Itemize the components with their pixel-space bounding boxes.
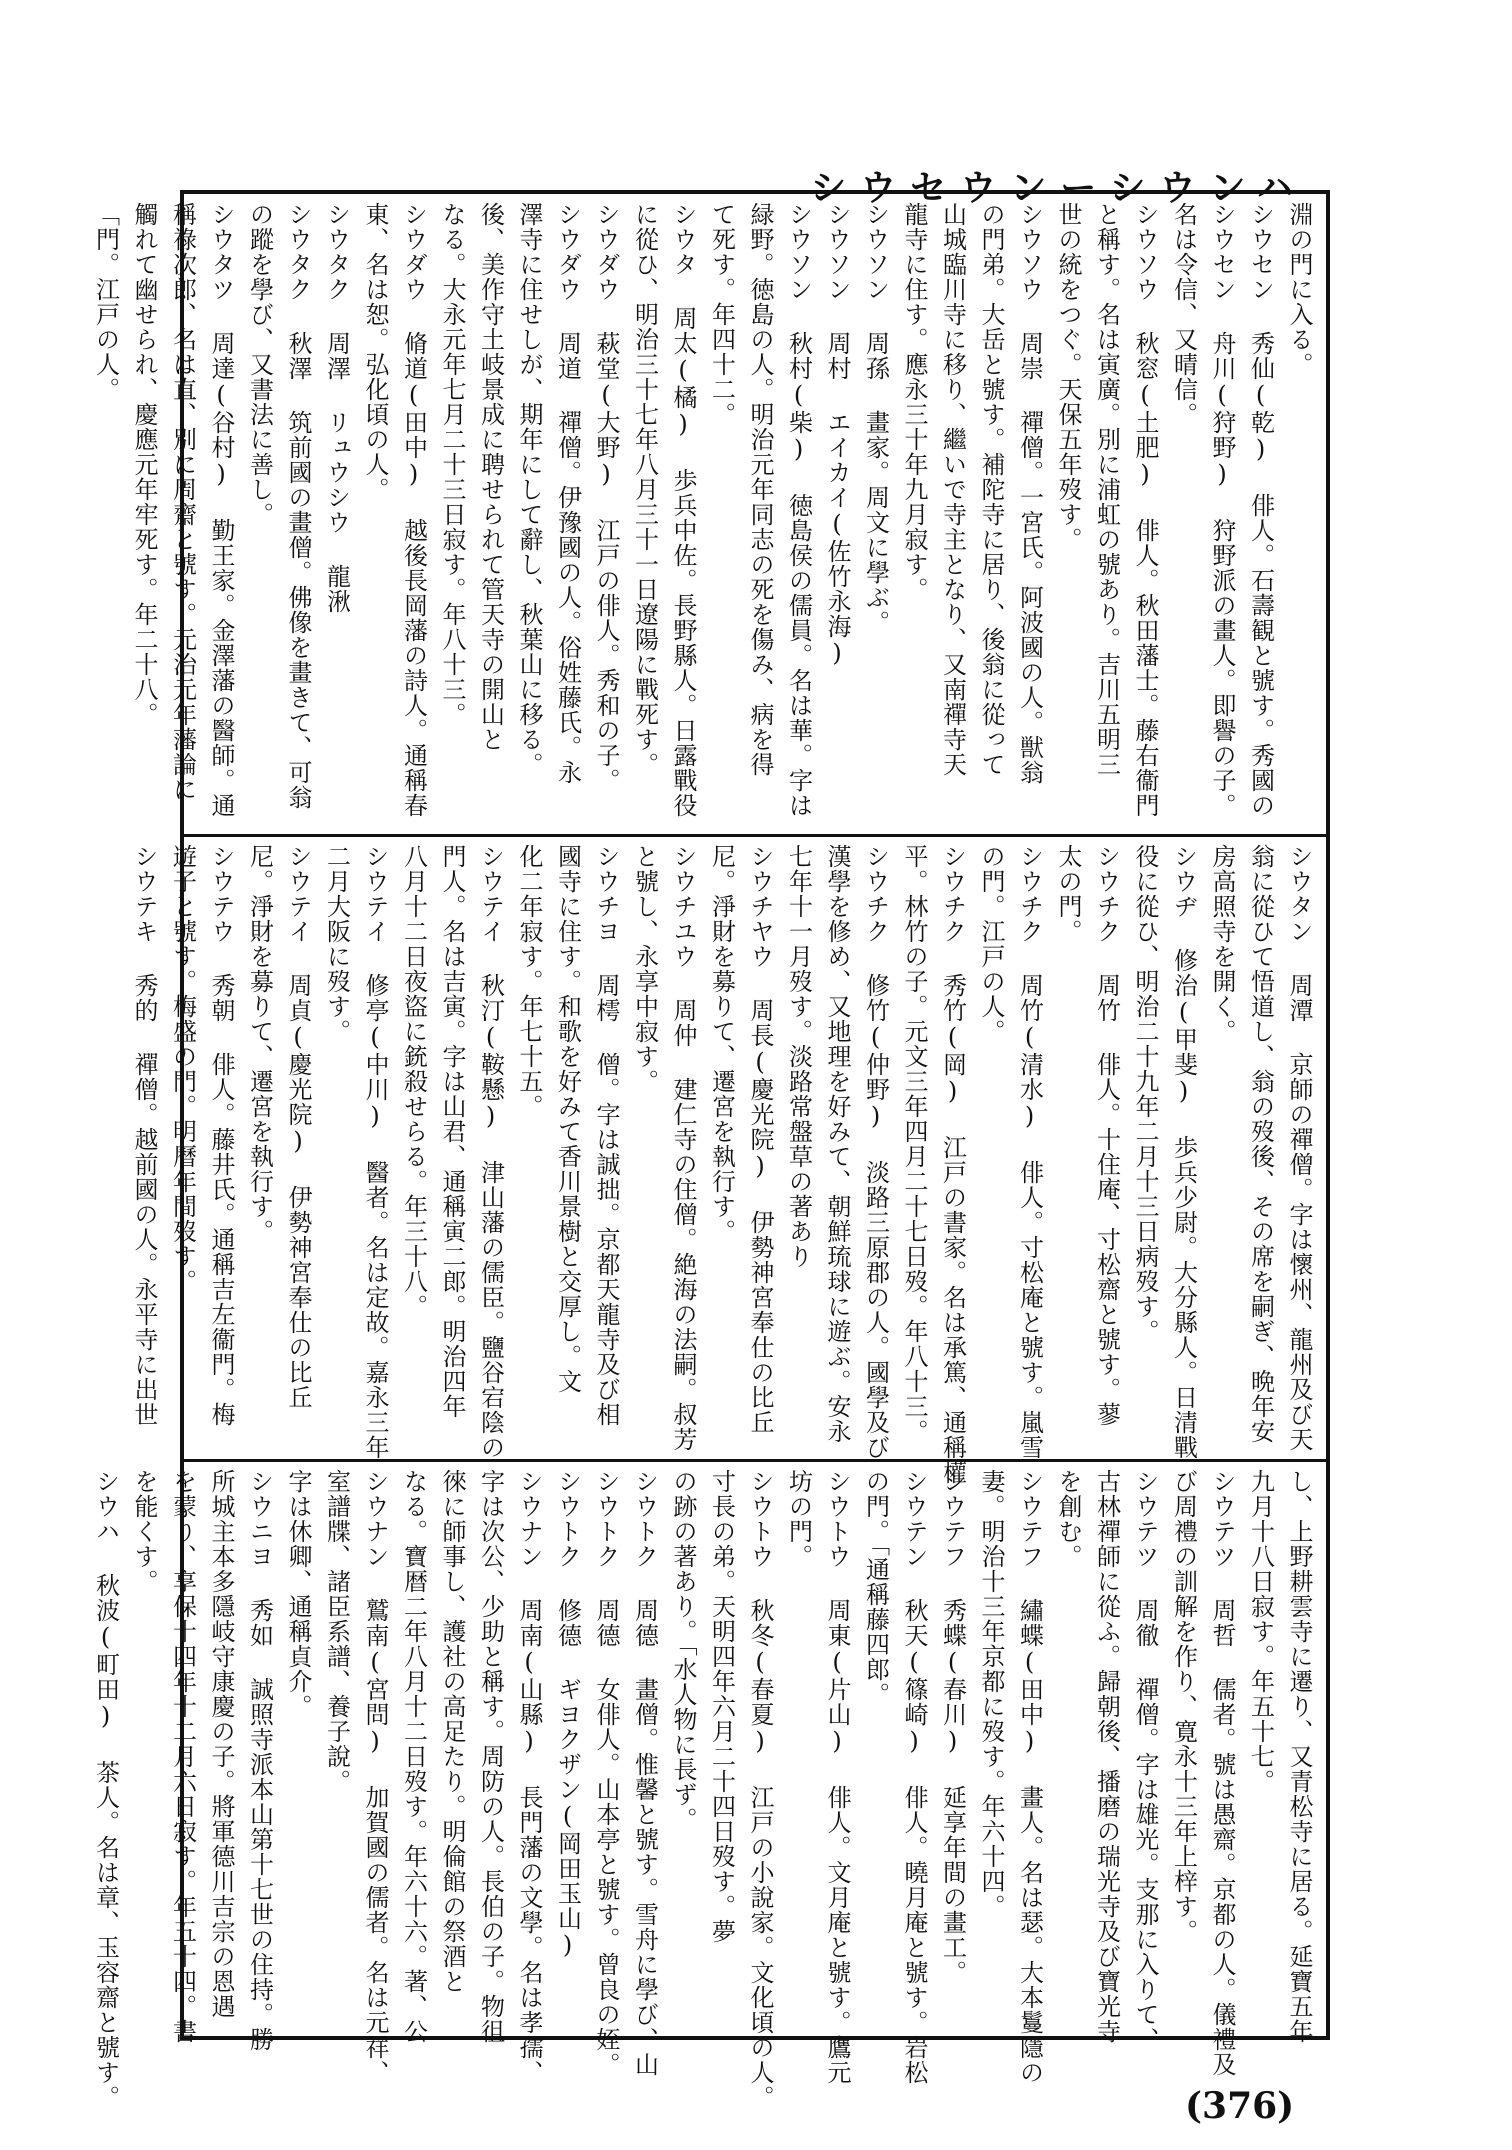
- entry-column: シウナン 周南(山縣) 長門藩の文學。名は孝孺、: [515, 1469, 543, 2085]
- entry-column: シウテツ 周哲 儒者。號は愚齋。京都の人。儀禮及: [1208, 1469, 1236, 2077]
- entry-column: シウチユウ 周仲 建仁寺の住僧。絶海の法嗣。叔芳: [669, 844, 697, 1452]
- entry-column: 太の門。: [1054, 844, 1082, 944]
- entry-column: 稱祿次郎、名は直、別に周齋と號す。元治元年藩論に: [168, 202, 197, 802]
- entry-column: シウテウ 秀朝 俳人。藤井氏。通稱吉左衞門。梅: [207, 844, 235, 1427]
- entry-column: 役に從ひ、明治二十九年二月十三日病歿す。: [1131, 844, 1159, 1344]
- entry-column: シウテイ 周貞(慶光院) 伊勢神宮奉仕の比丘: [284, 844, 312, 1410]
- entry-column: シウタク 秋澤 筑前國の畫僧。佛像を畫きて、可翁: [284, 202, 312, 810]
- entry-column: シウタツ 周達(谷村) 勤王家。金澤藩の醫師。通: [207, 202, 235, 818]
- entry-column: 翁に從ひて悟道し、翁の歿後、その席を嗣ぎ、晩年安: [1246, 844, 1275, 1444]
- entry-column: び周禮の訓解を作り、寛永十三年上梓す。: [1169, 1469, 1198, 1944]
- entry-column: 平。林竹の子。元文三年四月二十七日歿。年八十三。: [900, 844, 928, 1444]
- entry-column: シウダウ 萩堂(大野) 江戸の俳人。秀和の子。: [592, 202, 620, 793]
- entry-column: を創む。: [1054, 1469, 1082, 1569]
- entry-column: 九月十八日寂す。年五十七。: [1246, 1469, 1275, 1794]
- entry-column: と號し、永享中寂す。: [630, 844, 659, 1094]
- entry-column: 古林禪師に從ふ。歸朝後、播磨の瑞光寺及び寶光寺: [1092, 1469, 1121, 2044]
- entry-column: シウダウ 周道 禪僧。伊豫國の人。俗姓藤氏。永: [553, 202, 582, 785]
- entry-column: 漢學を修め、又地理を好みて、朝鮮琉球に遊ぶ。安永: [823, 844, 851, 1444]
- entry-column: 緑野。徳島の人。明治元年同志の死を傷み、病を得: [746, 202, 774, 777]
- entry-column: シウソウ 秋窓(土肥) 俳人。秋田藩士。藤右衞門: [1131, 202, 1159, 818]
- entry-column: 門人。名は吉寅。字は山君、通稱寅二郎。明治四年: [438, 844, 466, 1419]
- entry-column: シウダウ 脩道(田中) 越後長岡藩の詩人。通稱春: [399, 202, 428, 818]
- entry-column: 寸長の弟。天明四年六月二十四日歿す。夢: [707, 1469, 736, 1944]
- entry-column: 坊の門。: [784, 1469, 813, 1569]
- entry-column: シウソン 周孫 畫家。周文に學ぶ。: [861, 202, 890, 635]
- entry-column: 字は次公、少助と稱す。周防の人。長伯の子。物徂: [476, 1469, 505, 2044]
- entry-column: シウチヨ 周樗 僧。字は誠拙。京都天龍寺及び相: [592, 844, 620, 1427]
- entry-column: シウタク 周澤 リュウシウ 龍湫: [322, 202, 351, 614]
- entry-column: 世の統をつぐ。天保五年歿す。: [1054, 202, 1082, 552]
- entry-column: 「門。江戸の人。: [91, 202, 120, 402]
- entry-column: シウナン 鷲南(宮問) 加賀國の儒者。名は元祥、: [361, 1469, 389, 2085]
- entry-column: 山城臨川寺に移り、繼いで寺主となり、又南禪寺天: [938, 202, 967, 777]
- page-number: (376): [1185, 2085, 1295, 2127]
- entry-column: 淵の門に入る。: [1285, 202, 1313, 377]
- entry-column: 八月十二日夜盜に銃殺せらる。年三十八。: [399, 844, 428, 1319]
- entry-column: シウテン 秋天(篠崎) 俳人。曉月庵と號す。岩松: [900, 1469, 928, 2085]
- entry-column: の門。「通稱藤四郎。: [861, 1469, 890, 1707]
- entry-column: と稱す。名は寅廣。別に浦虹の號あり。吉川五明三: [1092, 202, 1121, 777]
- entry-column: なる。寶暦二年八月十二日歿す。年六十六。著、公: [399, 1469, 428, 2044]
- entry-column: 龍寺に住す。應永三十年九月寂す。: [900, 202, 928, 602]
- entry-column: シウチク 秀竹(岡) 江戸の書家。名は承篤、通稱權: [938, 844, 967, 1485]
- entry-column: の跡の著あり。「水人物に長ず。: [669, 1469, 697, 1832]
- entry-column: 化二年寂す。年七十五。: [515, 844, 543, 1119]
- entry-column: シウトク 周德 女俳人。山本亭と號す。曾良の姪。: [592, 1469, 620, 2077]
- entry-column: 室譜牒、諸臣系譜、養子說。: [322, 1469, 351, 1794]
- band-middle: [130, 844, 1318, 1485]
- band-top: [91, 202, 1318, 822]
- divider-rule-top: [184, 834, 1326, 837]
- entry-column: シウチヤウ 周長(慶光院) 伊勢神宮奉仕の比丘: [746, 844, 774, 1435]
- entry-column: シウテイ 修亭(中川) 醫者。名は定故。嘉永三年: [361, 844, 389, 1460]
- entry-column: シウトウ 秋冬(春夏) 江戸の小說家。文化頃の人。: [746, 1469, 774, 2110]
- entry-column: 徠に師事し、護社の高足たり。明倫館の祭酒と: [438, 1469, 466, 1994]
- entry-column: 房高照寺を開く。: [1208, 844, 1236, 1044]
- entry-column: シウテフ 繡蝶(田中) 畫人。名は瑟。大本鬘隱の: [1015, 1469, 1044, 2085]
- entry-column: 二月大阪に歿す。: [322, 844, 351, 1044]
- entry-column: 澤寺に住せしが、期年にして辭し、秋葉山に移る。: [515, 202, 543, 777]
- entry-column: シウタ 周太(橘) 歩兵中佐。長野縣人。日露戰役: [669, 202, 697, 818]
- entry-column: を能くす。: [130, 1469, 158, 1594]
- entry-column: て死す。年四十二。: [707, 202, 736, 427]
- entry-column: シウヂ 修治(甲斐) 歩兵少尉。大分縣人。日清戰: [1169, 844, 1198, 1460]
- entry-column: シウソウ 周崇 禪僧。一宮氏。阿波國の人。獣翁: [1015, 202, 1044, 785]
- entry-column: シウチク 修竹(仲野) 淡路三原郡の人。國學及び: [861, 844, 890, 1460]
- entry-column: の蹤を學び、又書法に善し。: [245, 202, 274, 527]
- entry-column: シウテキ 秀的 禪僧。越前國の人。永平寺に出世: [130, 844, 158, 1427]
- entry-column: 尼。淨財を募りて、遷宮を執行す。: [707, 844, 736, 1244]
- entry-column: を蒙り、享保十四年十二月六日寂す。年五十四。書: [168, 1469, 197, 2044]
- entry-column: 字は休卿、通稱貞介。: [284, 1469, 312, 1719]
- entry-column: シウチク 周竹(清水) 俳人。寸松庵と號す。嵐雪: [1015, 844, 1044, 1460]
- entry-column: 後、美作守土岐景成に聘せられて管天寺の開山と: [476, 202, 505, 752]
- entry-column: シウソン 周村 エイカイ(佐竹永海): [823, 202, 851, 668]
- entry-column: シウトク 修德 ギヨクザン(岡田玉山): [553, 1469, 582, 1960]
- entry-column: 所城主本多隱岐守康慶の子。將軍德川吉宗の恩遇: [207, 1469, 235, 2019]
- entry-column: シウセン 秀仙(乾) 俳人。石壽観と號す。秀國の: [1246, 202, 1275, 818]
- entry-column: 尼。淨財を募りて、遷宮を執行す。: [245, 844, 274, 1244]
- entry-column: 名は令信、又晴信。: [1169, 202, 1198, 427]
- running-head: シウセウンーシウンハ: [810, 167, 1307, 209]
- divider-rule-bottom: [184, 1459, 1326, 1462]
- entry-column: の門。江戸の人。: [977, 844, 1005, 1044]
- entry-column: 東、名は恕。弘化頃の人。: [361, 202, 389, 502]
- entry-column: なる。大永元年七月二十三日寂す。年八十三。: [438, 202, 466, 727]
- entry-column: シウトク 周德 畫僧。惟馨と號す。雪舟に學び、山: [630, 1469, 659, 2077]
- entry-column: シウニヨ 秀如 誠照寺派本山第十七世の住持。勝: [245, 1469, 274, 2052]
- entry-column: シウテイ 秋汀(鞍懸) 津山藩の儒臣。鹽谷宕陰の: [476, 844, 505, 1460]
- entry-column: シウセン 舟川(狩野) 狩野派の畫人。即譽の子。: [1208, 202, 1236, 818]
- entry-column: し、上野耕雲寺に遷り、又青松寺に居る。延寶五年: [1285, 1469, 1313, 2044]
- entry-column: シウハ 秋波(町田) 茶人。名は章、玉容齋と號す。: [91, 1469, 120, 2110]
- entry-column: シウタン 周潭 京師の禪僧。字は懷州、龍州及び天: [1285, 844, 1313, 1452]
- entry-column: 妻。明治十三年京都に歿す。年六十四。: [977, 1469, 1005, 1919]
- entry-column: 國寺に住す。和歌を好みて香川景樹と交厚し。文: [553, 844, 582, 1394]
- entry-column: に從ひ、明治三十七年八月三十一日遼陽に戰死す。: [630, 202, 659, 777]
- entry-column: の門弟。大岳と號す。補陀寺に居り、後翁に從って: [977, 202, 1005, 777]
- entry-column: シウトウ 周東(片山) 俳人。文月庵と號す。鷹元: [823, 1469, 851, 2085]
- entry-column: シウテフ 秀蝶(春川) 延享年間の畫工。: [938, 1469, 967, 1985]
- entry-column: 觸れて幽せられ、慶應元年牢死す。年二十八。: [130, 202, 158, 727]
- entry-column: シウテツ 周徹 禪僧。字は雄光。支那に入りて、: [1131, 1469, 1159, 2052]
- entry-column: 遊子と號す。梅盛の門。明曆年間歿す。: [168, 844, 197, 1294]
- entry-column: 七年十一月歿す。淡路常盤草の著あり: [784, 844, 813, 1269]
- entry-column: シウチク 周竹 俳人。十住庵、寸松齋と號す。蓼: [1092, 844, 1121, 1427]
- entry-column: シウソン 秋村(柴) 徳島侯の儒員。名は華。字は: [784, 202, 813, 818]
